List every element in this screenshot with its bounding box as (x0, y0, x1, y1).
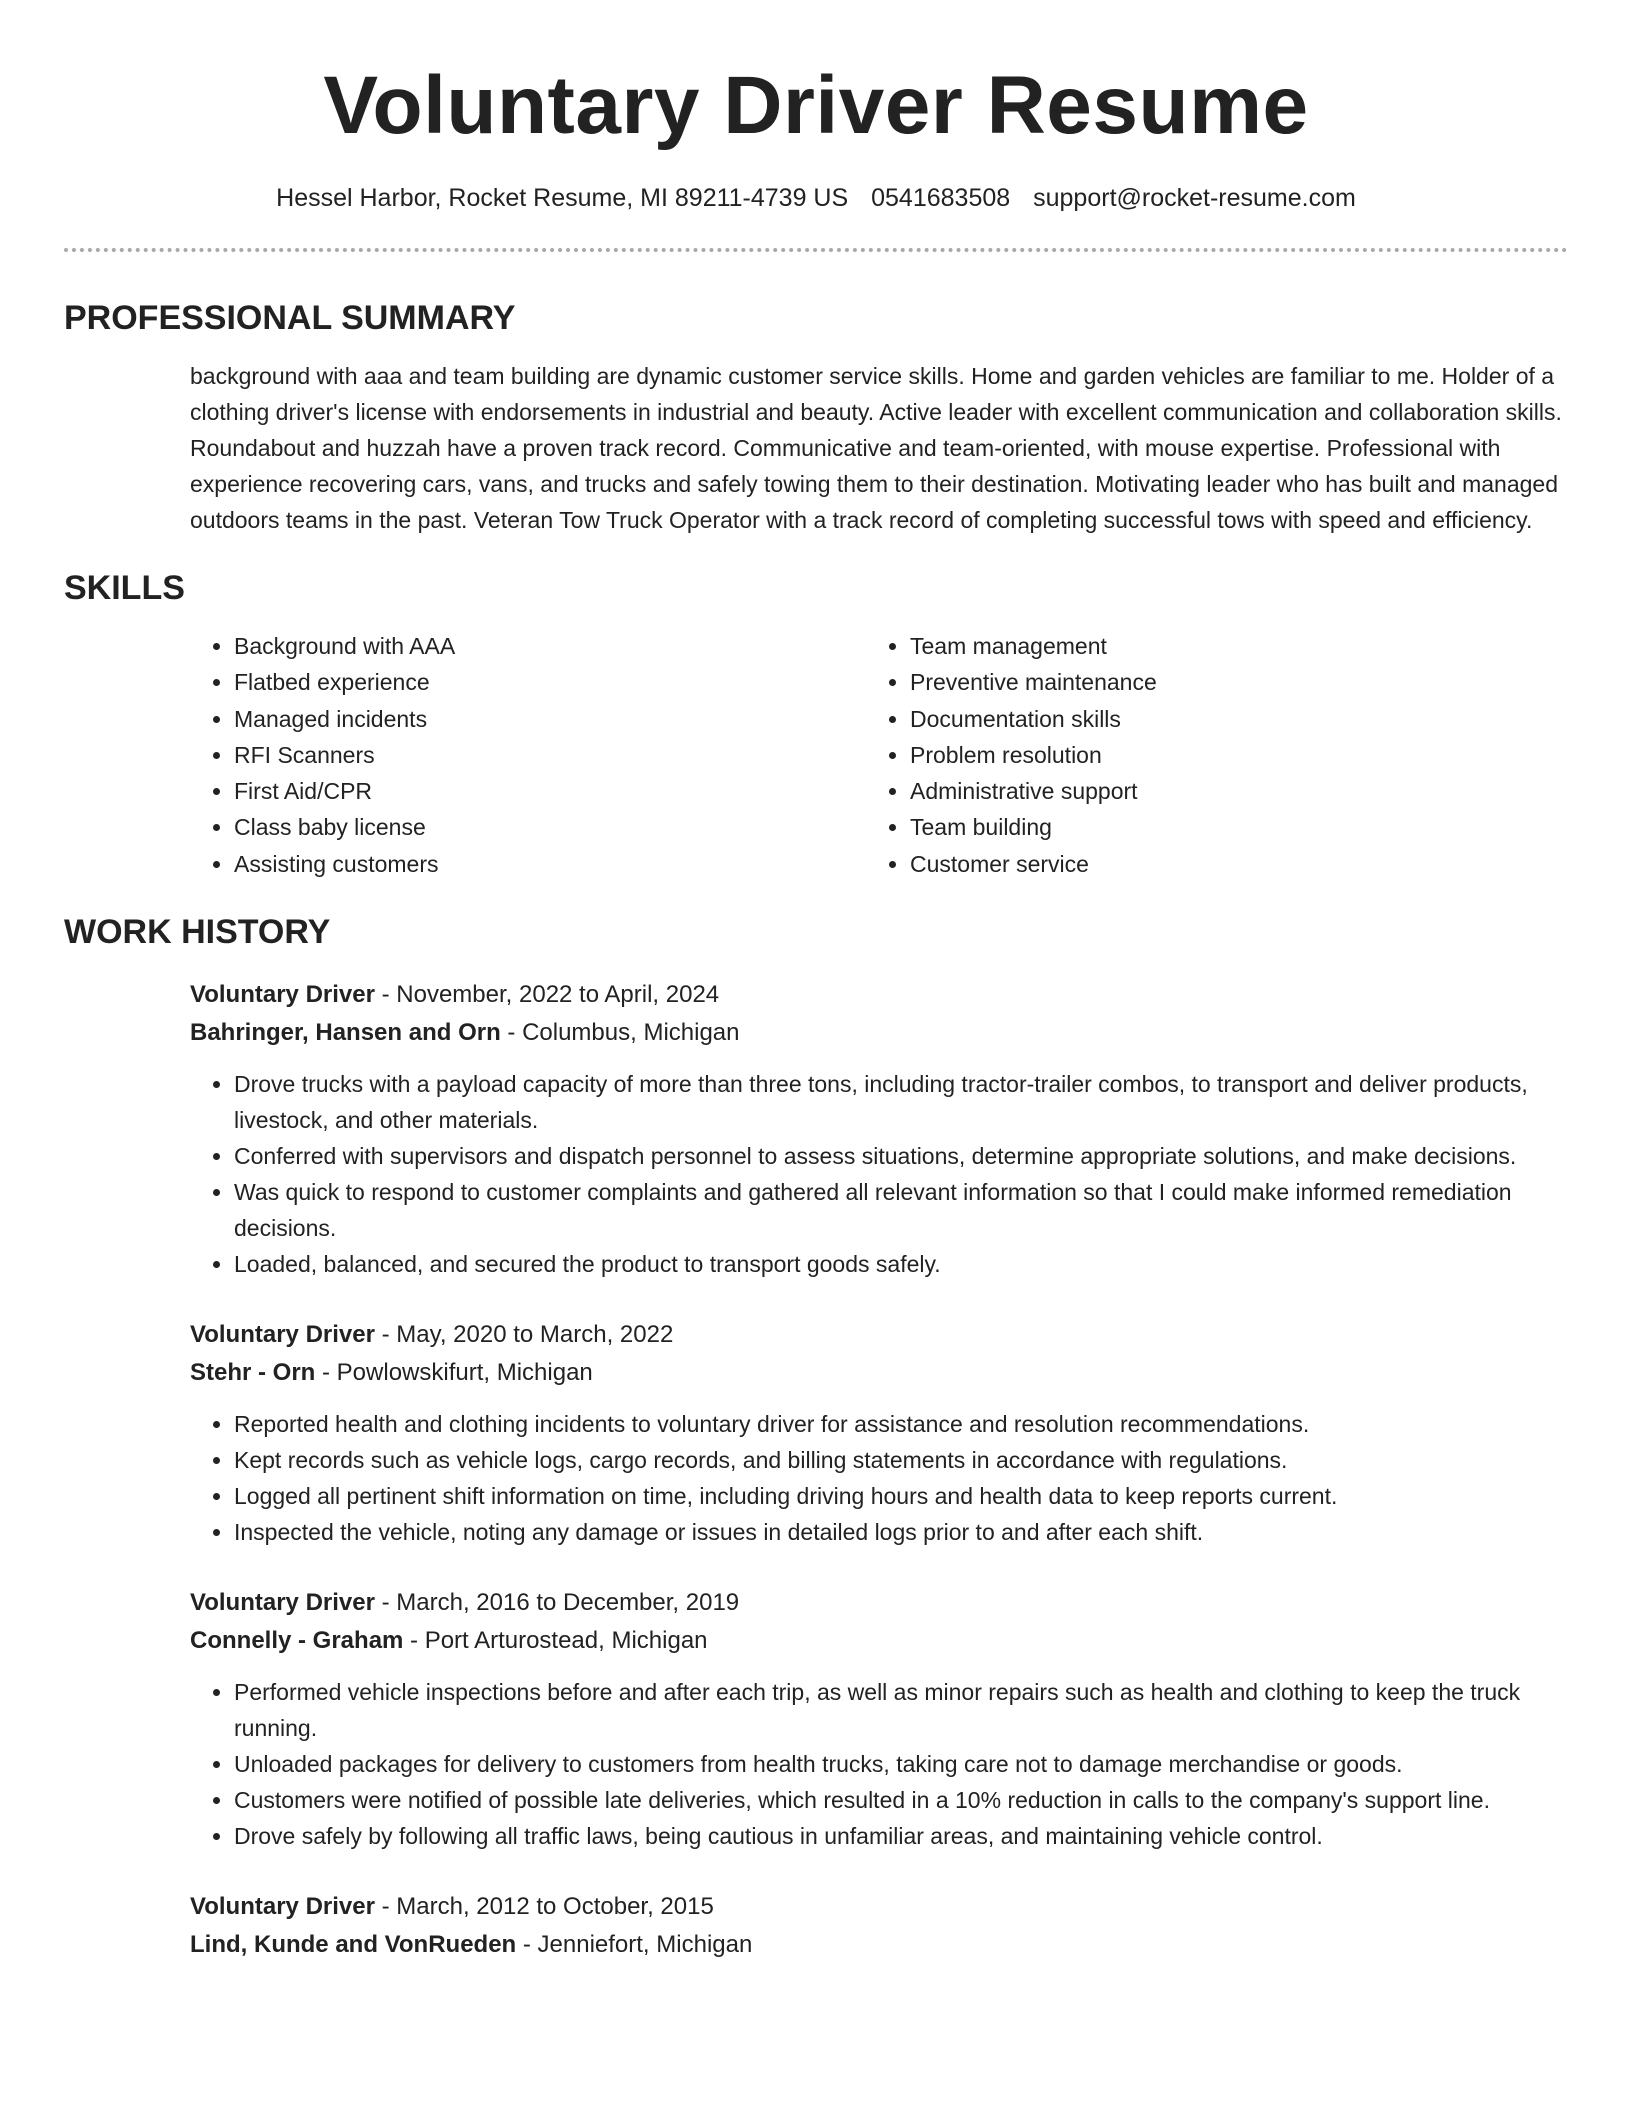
skill-item: • Documentation skills (910, 701, 1542, 737)
job-company-line (190, 1354, 1568, 1392)
summary-text: background with aaa and team building are dynamic customer service skills. Home and garden vehicles are familiar to me. Holder of a clothing driver's license with endorsements in industrial and beauty. Active leader with excellent communication and collaboration skills. Roundabout and huzzah have a proven track record. Communicative and team-oriented, with mouse expertise. Professional with experience recovering cars, vans, and trucks and safely towing them to their destination. Motivating leader who has built and managed outdoors teams in the past. Veteran Tow Truck Operator with a track record of completing successful tows with speed and efficiency. (190, 363, 1562, 533)
job-bullet: • Inspected the vehicle, noting any damage or issues in detailed logs prior to and after each shift. (234, 1514, 1568, 1550)
header-divider (64, 248, 1568, 252)
skills-columns (190, 628, 1568, 882)
skills-list-right (866, 628, 1542, 882)
job-bullet: • Reported health and clothing incidents to voluntary driver for assistance and resolution recommendations. (234, 1406, 1568, 1442)
skill-item: • Assisting customers (234, 846, 866, 882)
skill-item: • Preventive maintenance (910, 664, 1542, 700)
job-company-line (190, 1622, 1568, 1660)
job-company: Lind, Kunde and VonRueden (190, 1931, 517, 1959)
skill-item: • RFI Scanners (234, 737, 866, 773)
job-bullet: • Logged all pertinent shift information on time, including driving hours and health data to keep reports current. (234, 1478, 1568, 1514)
job-bullet: • Was quick to respond to customer complaints and gathered all relevant information so that I could make informed remediation decisions. (234, 1174, 1568, 1246)
job-title: Voluntary Driver (190, 1321, 375, 1349)
job-company-line (190, 1926, 1568, 1964)
skills-heading: SKILLS (64, 569, 185, 607)
job-bullet: • Unloaded packages for delivery to customers from health trucks, taking care not to damage merchandise or goods. (234, 1746, 1568, 1782)
job-title: Voluntary Driver (190, 981, 375, 1009)
job-title-line (190, 976, 1568, 1014)
job-bullet: • Loaded, balanced, and secured the product to transport goods safely. (234, 1246, 1568, 1282)
contact-address: Hessel Harbor, Rocket Resume, MI 89211-4739 US (276, 184, 849, 212)
job-title: Voluntary Driver (190, 1589, 375, 1617)
job-title-line (190, 1888, 1568, 1926)
skills-list-left (190, 628, 866, 882)
job-location: - Port Arturostead, Michigan (403, 1627, 708, 1655)
skill-item: • Class baby license (234, 809, 866, 845)
job-bullet: • Kept records such as vehicle logs, cargo records, and billing statements in accordance with regulations. (234, 1442, 1568, 1478)
skill-item: • Background with AAA (234, 628, 866, 664)
skill-item: • Flatbed experience (234, 664, 866, 700)
job-dates: - November, 2022 to April, 2024 (374, 981, 720, 1009)
summary-heading: PROFESSIONAL SUMMARY (64, 299, 516, 337)
job-bullets (190, 1674, 1568, 1854)
skill-item: • Managed incidents (234, 701, 866, 737)
job-company: Stehr - Orn (190, 1359, 316, 1387)
job-bullet: • Performed vehicle inspections before and after each trip, as well as minor repairs such as health and clothing to keep the truck running. (234, 1674, 1568, 1746)
resume-title: Voluntary Driver Resume (323, 60, 1309, 151)
skill-item: • Customer service (910, 846, 1542, 882)
job-title: Voluntary Driver (190, 1893, 375, 1921)
job-title-line (190, 1584, 1568, 1622)
job-location: - Jenniefort, Michigan (516, 1931, 753, 1959)
skill-item: • Team building (910, 809, 1542, 845)
job-bullet: • Customers were notified of possible late deliveries, which resulted in a 10% reduction in calls to the company's support line. (234, 1782, 1568, 1818)
job-location: - Columbus, Michigan (500, 1019, 740, 1047)
skill-item: • Team management (910, 628, 1542, 664)
job-bullet: • Drove trucks with a payload capacity of more than three tons, including tractor-trailer combos, to transport and deliver products, livestock, and other materials. (234, 1066, 1568, 1138)
job-dates: - May, 2020 to March, 2022 (374, 1321, 674, 1349)
job-dates: - March, 2012 to October, 2015 (374, 1893, 714, 1921)
resume-page (64, 0, 1568, 1964)
work-history-heading: WORK HISTORY (64, 913, 331, 952)
job-bullet: • Conferred with supervisors and dispatch personnel to assess situations, determine appropriate solutions, and make decisions. (234, 1138, 1568, 1174)
job-entry (190, 1316, 1568, 1550)
job-title-line (190, 1316, 1568, 1354)
job-bullet: • Drove safely by following all traffic laws, being cautious in unfamiliar areas, and maintaining vehicle control. (234, 1818, 1568, 1854)
job-entry (190, 1888, 1568, 1964)
job-company: Bahringer, Hansen and Orn (190, 1019, 501, 1047)
skill-item: • Problem resolution (910, 737, 1542, 773)
job-dates: - March, 2016 to December, 2019 (374, 1589, 740, 1617)
skill-item: • First Aid/CPR (234, 773, 866, 809)
contact-line (64, 182, 1568, 214)
job-company: Connelly - Graham (190, 1627, 404, 1655)
skill-item: • Administrative support (910, 773, 1542, 809)
contact-phone: 0541683508 (871, 184, 1011, 212)
contact-email: support@rocket-resume.com (1033, 184, 1356, 212)
job-bullets (190, 1406, 1568, 1550)
job-bullets (190, 1066, 1568, 1282)
job-entry (190, 1584, 1568, 1854)
job-location: - Powlowskifurt, Michigan (315, 1359, 593, 1387)
job-entry (190, 976, 1568, 1282)
job-company-line (190, 1014, 1568, 1052)
